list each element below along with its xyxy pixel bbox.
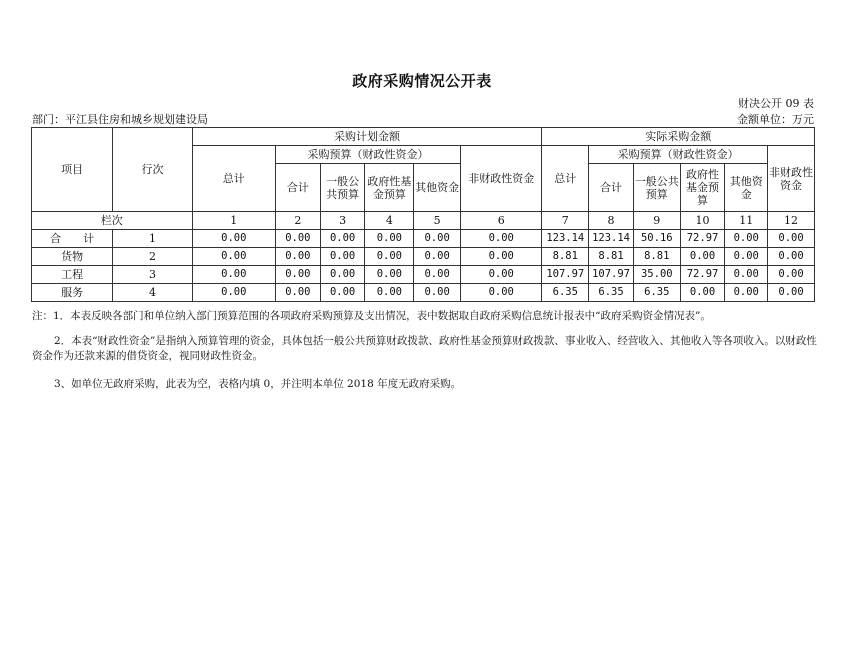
cell: 123.14 [589,230,634,248]
unit-label: 金额单位：万元 [737,113,814,126]
cell: 0.00 [192,230,275,248]
header-item: 项目 [32,128,113,212]
column-row-label: 栏次 [32,212,193,230]
note-3: 3、如单位无政府采购，此表为空，表格内填 0，并注明本单位 2018 年度无政府采购。 [54,378,462,390]
cell: 50.16 [633,230,680,248]
column-number: 8 [589,212,634,230]
cell: 0.00 [365,266,414,284]
column-number-row [32,212,815,230]
column-number: 6 [461,212,542,230]
table-row [32,248,815,266]
header-actual-non-fiscal: 非财政性资金 [768,146,815,212]
header-planned-non-fiscal: 非财政性资金 [461,146,542,212]
cell: 0.00 [725,266,768,284]
cell: 0.00 [365,230,414,248]
cell: 0.00 [320,230,365,248]
row-label: 服务 [32,284,113,302]
cell: 72.97 [680,230,725,248]
cell: 0.00 [414,266,461,284]
row-label: 工程 [32,266,113,284]
cell: 0.00 [768,266,815,284]
column-number: 5 [414,212,461,230]
header-actual-budget-group: 采购预算（财政性资金） [589,146,768,164]
cell: 0.00 [365,248,414,266]
cell: 0.00 [461,248,542,266]
row-line-number: 1 [113,230,192,248]
cell: 0.00 [680,248,725,266]
cell: 6.35 [542,284,589,302]
cell: 0.00 [725,248,768,266]
cell: 0.00 [192,248,275,266]
cell: 0.00 [768,230,815,248]
table-row [32,266,815,284]
header-actual-general: 一般公共预算 [633,164,680,212]
header-planned-budget-group: 采购预算（财政性资金） [275,146,460,164]
cell: 0.00 [461,284,542,302]
column-number: 12 [768,212,815,230]
cell: 0.00 [320,266,365,284]
column-number: 11 [725,212,768,230]
header-actual-subtotal: 合计 [589,164,634,212]
column-number: 7 [542,212,589,230]
column-number: 3 [320,212,365,230]
row-label: 货物 [32,248,113,266]
cell: 0.00 [680,284,725,302]
cell: 0.00 [192,266,275,284]
cell: 0.00 [725,230,768,248]
cell: 0.00 [414,230,461,248]
column-number: 10 [680,212,725,230]
cell: 0.00 [414,284,461,302]
procurement-table [31,127,815,302]
cell: 0.00 [320,284,365,302]
cell: 0.00 [768,284,815,302]
cell: 0.00 [275,284,320,302]
cell: 72.97 [680,266,725,284]
cell: 8.81 [542,248,589,266]
header-actual-group: 实际采购金额 [542,128,815,146]
header-planned-subtotal: 合计 [275,164,320,212]
column-number: 4 [365,212,414,230]
header-row-1 [32,128,815,146]
cell: 0.00 [275,248,320,266]
header-actual-gov-fund: 政府性基金预算 [680,164,725,212]
header-planned-group: 采购计划金额 [192,128,542,146]
cell: 0.00 [365,284,414,302]
cell: 8.81 [633,248,680,266]
department-label: 部门：平江县住房和城乡规划建设局 [32,113,208,126]
note-2: 2．本表“财政性资金”是指纳入预算管理的资金，具体包括一般公共预算财政拨款、政府性基金预算财政拨款、事业收入、经营收入、其他收入等各项收入。以财政性资金作为还款来源的借贷资金，视同财政性资金。 [32,335,817,362]
cell: 107.97 [542,266,589,284]
row-line-number: 4 [113,284,192,302]
cell: 107.97 [589,266,634,284]
header-planned-total: 总计 [192,146,275,212]
header-planned-gov-fund: 政府性基金预算 [365,164,414,212]
cell: 0.00 [275,230,320,248]
cell: 35.00 [633,266,680,284]
row-line-number: 3 [113,266,192,284]
row-label: 合 计 [32,230,113,248]
cell: 0.00 [192,284,275,302]
column-number: 1 [192,212,275,230]
header-planned-general: 一般公共预算 [320,164,365,212]
cell: 0.00 [461,266,542,284]
cell: 0.00 [320,248,365,266]
cell: 6.35 [589,284,634,302]
cell: 6.35 [633,284,680,302]
cell: 0.00 [275,266,320,284]
table-row [32,230,815,248]
table-row [32,284,815,302]
header-actual-other: 其他资金 [725,164,768,212]
cell: 123.14 [542,230,589,248]
cell: 0.00 [725,284,768,302]
row-line-number: 2 [113,248,192,266]
cell: 0.00 [768,248,815,266]
cell: 0.00 [461,230,542,248]
page-title: 政府采购情况公开表 [352,72,492,90]
header-planned-other: 其他资金 [414,164,461,212]
cell: 8.81 [589,248,634,266]
header-actual-total: 总计 [542,146,589,212]
header-row-no: 行次 [113,128,192,212]
form-number: 财决公开 09 表 [738,97,814,110]
column-number: 2 [275,212,320,230]
note-1: 注：1．本表反映各部门和单位纳入部门预算范围的各项政府采购预算及支出情况，表中数据取自政府采购信息统计报表中“政府采购资金情况表”。 [32,310,711,322]
cell: 0.00 [414,248,461,266]
column-number: 9 [633,212,680,230]
